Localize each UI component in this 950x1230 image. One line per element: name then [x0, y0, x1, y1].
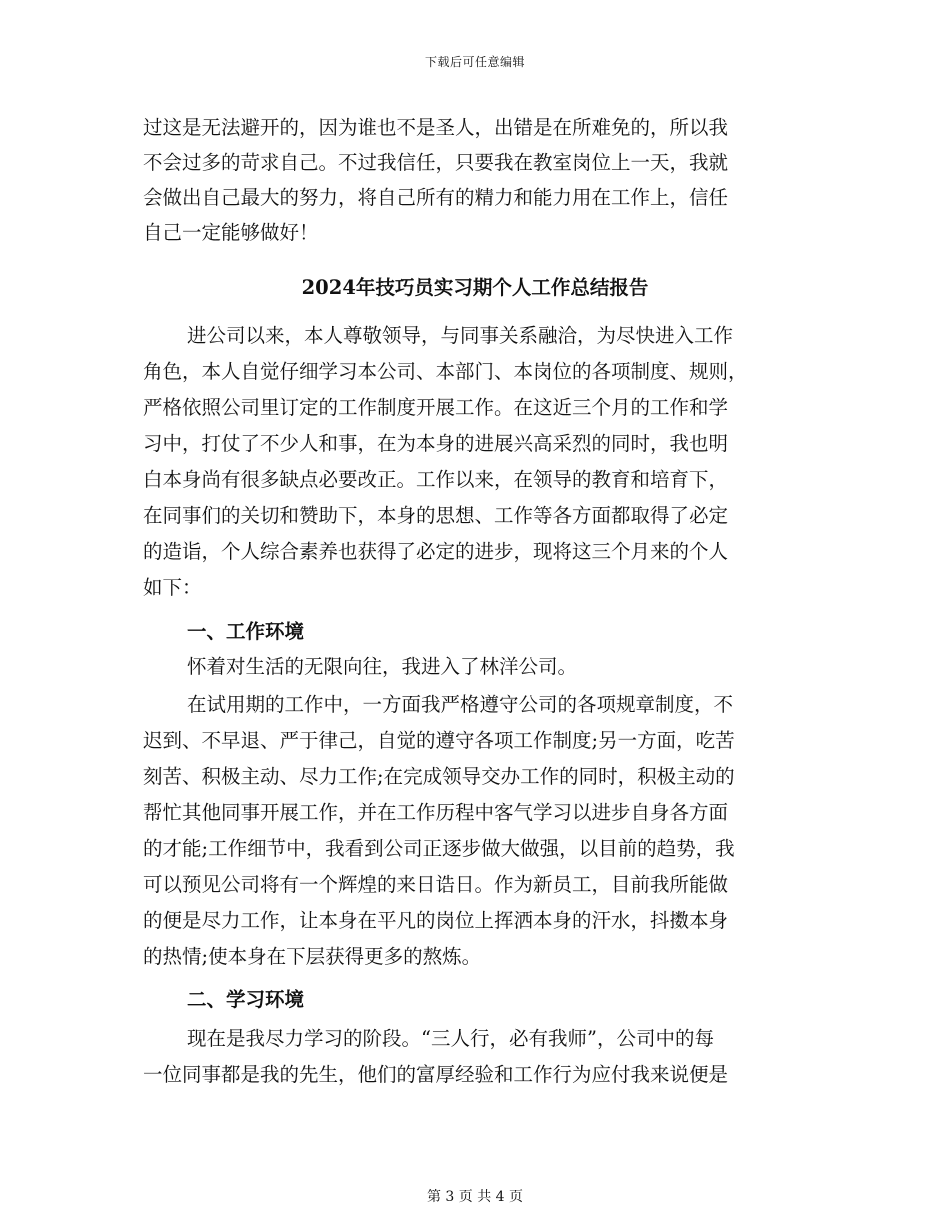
section1-para-line-1: 在试用期的工作中，一方面我严格遵守公司的各项规章制度，不	[187, 693, 734, 716]
section1-para-line-5: 的才能;工作细节中，我看到公司正逐步做大做强，以目前的趋势，我	[143, 837, 735, 860]
para1-line-6: 在同事们的关切和赞助下，本身的思想、工作等各方面都取得了必定	[143, 504, 729, 527]
section1-line-1: 怀着对生活的无限向往，我进入了林洋公司。	[187, 655, 578, 678]
para1-line-2: 角色，本人自觉仔细学习本公司、本部门、本岗位的各项制度、规则，	[143, 360, 748, 383]
intro-line-3: 会做出自己最大的努力，将自己所有的精力和能力用在工作上，信任	[143, 186, 729, 209]
intro-line-4: 自己一定能够做好！	[143, 221, 319, 244]
section2-para-line-1: 现在是我尽力学习的阶段。“三人行，必有我师”，公司中的每	[187, 1027, 714, 1050]
para1-line-5: 白本身尚有很多缺点必要改正。工作以来，在领导的教育和培育下，	[143, 468, 729, 491]
page-footer: 第 3 页 共 4 页	[426, 1189, 524, 1205]
section1-para-line-3: 刻苦、积极主动、尽力工作;在完成领导交办工作的同时，积极主动的	[143, 765, 735, 788]
section1-para-line-4: 帮忙其他同事开展工作，并在工作历程中客气学习以进步自身各方面	[143, 801, 729, 824]
para1-line-4: 习中，打仗了不少人和事，在为本身的进展兴高采烈的同时，我也明	[143, 432, 729, 455]
intro-line-2: 不会过多的苛求自己。不过我信任，只要我在教室岗位上一天，我就	[143, 151, 729, 174]
section1-heading: 一、工作环境	[187, 620, 305, 643]
section1-para-line-2: 迟到、不早退、严于律己，自觉的遵守各项工作制度;另一方面，吃苦	[143, 729, 735, 752]
document-title: 2024年技巧员实习期个人工作总结报告	[301, 276, 649, 299]
para1-line-7: 的造诣，个人综合素养也获得了必定的进步，现将这三个月来的个人	[143, 540, 729, 563]
section2-para-line-2: 一位同事都是我的先生，他们的富厚经验和工作行为应付我来说便是	[143, 1063, 729, 1086]
section1-para-line-7: 的便是尽力工作，让本身在平凡的岗位上挥洒本身的汗水，抖擞本身	[143, 909, 729, 932]
section1-para-line-8: 的热情;使本身在下层获得更多的熬炼。	[143, 945, 482, 968]
para1-line-1: 进公司以来，本人尊敬领导，与同事关系融洽，为尽快进入工作	[187, 324, 734, 347]
page-header: 下载后可任意编辑	[424, 55, 525, 69]
intro-line-1: 过这是无法避开的，因为谁也不是圣人，出错是在所难免的，所以我	[143, 116, 729, 139]
para1-line-3: 严格依照公司里订定的工作制度开展工作。在这近三个月的工作和学	[143, 396, 729, 419]
section1-para-line-6: 可以预见公司将有一个辉煌的来日诰日。作为新员工，目前我所能做	[143, 873, 729, 896]
section2-heading: 二、学习环境	[187, 988, 305, 1011]
para1-line-8: 如下：	[143, 576, 202, 599]
